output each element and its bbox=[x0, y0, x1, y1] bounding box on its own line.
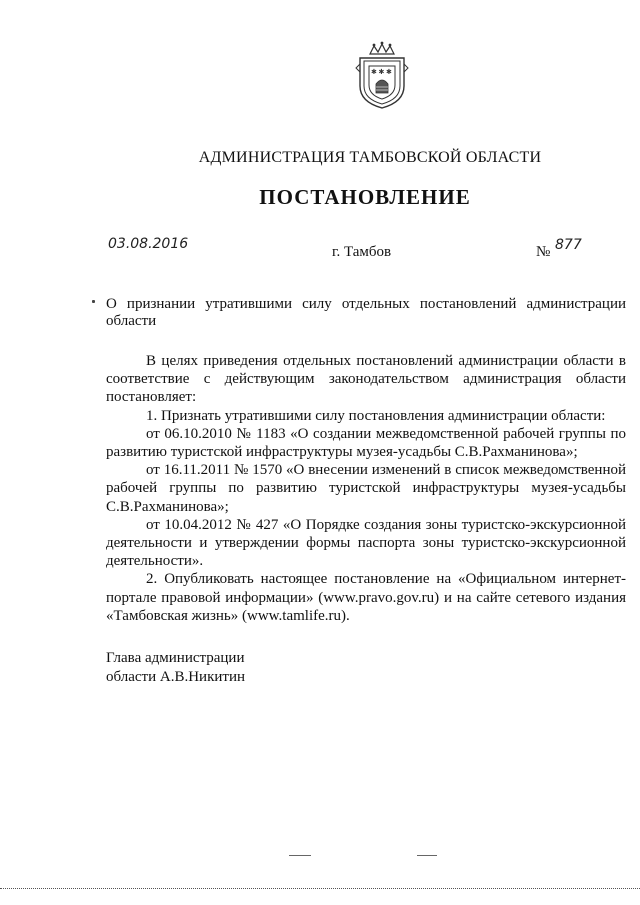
document-body bbox=[106, 352, 626, 625]
coat-of-arms-icon bbox=[352, 40, 412, 110]
signer-name: области А.В.Никитин bbox=[106, 669, 246, 685]
document-subject bbox=[106, 296, 626, 330]
subject-line-2: области bbox=[106, 313, 157, 329]
document-type-title: ПОСТАНОВЛЕНИЕ bbox=[259, 185, 471, 209]
svg-text:✱: ✱ bbox=[386, 68, 392, 76]
body-paragraph-repeal-2: от 16.11.2011 № 1570 «О внесении изменений в список межведомственной рабочей группы по развитию туристской инфраструктуры музея-усадьбы С.В.Рахманинова»; bbox=[106, 462, 626, 515]
body-paragraph-repeal-3: от 10.04.2012 № 427 «О Порядке создания зоны туристско-экскурсионной деятельности и утверждении формы паспорта зоны туристско-экскурсионной деятельности». bbox=[106, 516, 626, 570]
svg-text:✱: ✱ bbox=[378, 68, 385, 76]
margin-mark bbox=[92, 300, 95, 303]
document-city: г. Тамбов bbox=[332, 244, 392, 260]
subject-line-1: О признании утратившими силу отдельных постановлений администрации bbox=[106, 296, 626, 312]
issuing-authority: АДМИНИСТРАЦИЯ ТАМБОВСКОЙ ОБЛАСТИ bbox=[198, 149, 542, 166]
footer-mark-left bbox=[289, 855, 311, 856]
body-paragraph-item-2: 2. Опубликовать настоящее постановление на «Официальном интернет-портале правовой информации» (www.pravo.gov.ru) и на сайте сетевого издания «Тамбовская жизнь» (www.tamlife.ru). bbox=[106, 571, 626, 624]
body-paragraph-item-1: 1. Признать утратившими силу постановления администрации области: bbox=[146, 407, 606, 424]
document-number-label: № bbox=[536, 244, 551, 260]
footer-mark-right bbox=[417, 855, 437, 856]
body-paragraph-repeal-1: от 06.10.2010 № 1183 «О создании межведомственной рабочей группы по развитию туристской инфраструктуры музея-усадьбы С.В.Рахманинова»; bbox=[106, 425, 626, 461]
document-date: 03.08.2016 bbox=[108, 236, 189, 252]
signer-position: Глава администрации bbox=[106, 650, 245, 666]
document-number: 877 bbox=[555, 237, 582, 253]
svg-text:✱: ✱ bbox=[371, 68, 377, 76]
page-bottom-rule bbox=[0, 888, 640, 889]
body-paragraph-preamble: В целях приведения отдельных постановлений администрации области в соответствие с действующим законодательством администрация области постановляет: bbox=[106, 353, 626, 406]
signature-block bbox=[106, 649, 245, 687]
